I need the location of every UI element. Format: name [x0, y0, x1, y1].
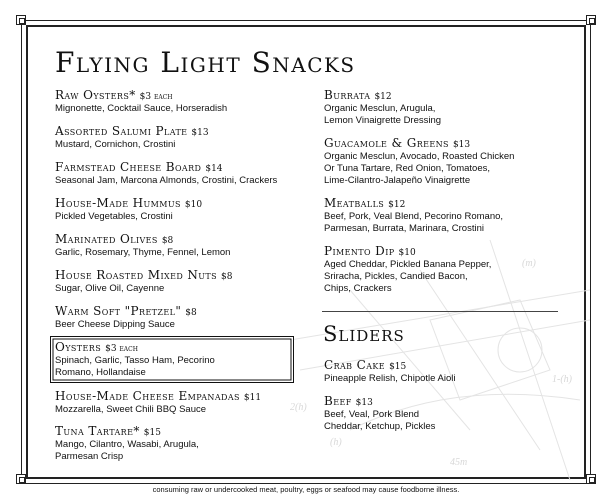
- sketch-label: (m): [522, 258, 536, 269]
- item-price: $10: [184, 200, 203, 210]
- item-description: Aged Cheddar, Pickled Banana Pepper,: [324, 259, 492, 270]
- corner-ornament-bottom-left: [16, 474, 26, 484]
- item-description: Pickled Vegetables, Crostini: [55, 211, 173, 222]
- item-name: Assorted Salumi Plate: [55, 124, 188, 138]
- item-price: $13: [452, 140, 471, 150]
- item-description: Romano, Hollandaise: [55, 367, 146, 378]
- item-price: $12: [374, 92, 392, 102]
- item-name: House Roasted Mixed Nuts: [55, 268, 218, 282]
- menu-title: Flying Light Snacks: [55, 46, 356, 79]
- menu-item: [324, 394, 435, 433]
- item-description: Or Tuna Tartare, Red Onion, Tomatoes,: [324, 163, 490, 174]
- sketch-label: 45m: [450, 457, 468, 468]
- item-price: $8: [185, 308, 197, 318]
- item-description: Beef, Pork, Veal Blend, Pecorino Romano,: [324, 211, 504, 222]
- item-name: Beef: [324, 394, 352, 408]
- menu-item: [55, 160, 277, 187]
- item-name: House-Made Hummus: [55, 196, 181, 210]
- item-price: $8: [161, 236, 174, 246]
- item-description: Mustard, Cornichon, Crostini: [55, 139, 176, 150]
- item-price: $8: [221, 272, 233, 282]
- menu-item: [324, 196, 503, 235]
- menu-item: [55, 424, 199, 463]
- menu-item: [55, 232, 230, 259]
- item-name: Marinated Olives: [55, 232, 158, 246]
- menu-item: [55, 389, 261, 416]
- item-price: $12: [388, 200, 406, 210]
- corner-ornament-top-left: [16, 15, 26, 25]
- item-name: Warm Soft "Pretzel": [55, 304, 182, 318]
- item-description: Organic Mesclun, Avocado, Roasted Chicken: [324, 151, 515, 162]
- item-price: $13: [355, 398, 373, 408]
- menu-item: [324, 88, 441, 127]
- item-description: Mozzarella, Sweet Chili BBQ Sauce: [55, 404, 207, 415]
- item-name: Guacamole & Greens: [324, 136, 449, 150]
- item-price: $13: [191, 128, 209, 138]
- item-name: Farmstead Cheese Board: [55, 160, 202, 174]
- item-description: Spinach, Garlic, Tasso Ham, Pecorino: [55, 355, 215, 366]
- item-price: $3 each: [139, 92, 173, 102]
- item-price: $15: [143, 428, 161, 438]
- section-divider: [322, 311, 558, 312]
- item-name: Meatballs: [324, 196, 385, 210]
- item-description: Garlic, Rosemary, Thyme, Fennel, Lemon: [55, 247, 231, 258]
- item-price: $15: [389, 362, 407, 372]
- item-description: Seasonal Jam, Marcona Almonds, Crostini, Crackers: [55, 175, 278, 186]
- item-name: Raw Oysters*: [55, 88, 136, 102]
- menu-item: [55, 88, 227, 115]
- item-price: $10: [398, 248, 416, 258]
- item-description: Pineapple Relish, Chipotle Aioli: [324, 373, 456, 384]
- item-price: $3 each: [105, 344, 138, 354]
- sketch-label: 2(h): [290, 402, 307, 413]
- corner-ornament-top-right: [586, 15, 596, 25]
- menu-item: [324, 136, 514, 187]
- item-price: $14: [205, 164, 223, 174]
- menu-item: [324, 244, 491, 295]
- item-name: Burrata: [324, 88, 371, 102]
- item-description: Mango, Cilantro, Wasabi, Arugula,: [55, 439, 199, 450]
- item-price: $11: [243, 393, 262, 403]
- menu-item: [55, 124, 209, 151]
- item-name: Oysters: [55, 340, 102, 354]
- item-name: Tuna Tartare*: [55, 424, 140, 438]
- item-name: Crab Cake: [324, 358, 386, 372]
- sketch-label: 1-(h): [552, 374, 572, 385]
- item-description: Beer Cheese Dipping Sauce: [55, 319, 175, 330]
- item-description: Chips, Crackers: [324, 283, 392, 294]
- item-description: Parmesan, Burrata, Marinara, Crostini: [324, 223, 484, 234]
- food-safety-disclaimer: consuming raw or undercooked meat, poultry, eggs or seafood may cause foodborne illness.: [152, 485, 460, 494]
- menu-item: [55, 268, 232, 295]
- item-description: Cheddar, Ketchup, Pickles: [324, 421, 436, 432]
- item-name: Pimento Dip: [324, 244, 395, 258]
- item-description: Lemon Vinaigrette Dressing: [324, 115, 442, 126]
- item-description: Lime-Cilantro-Jalapeño Vinaigrette: [324, 175, 471, 186]
- menu-item: [55, 196, 202, 223]
- item-description: Beef, Veal, Pork Blend: [324, 409, 420, 420]
- menu-item: [55, 304, 197, 331]
- item-description: Sriracha, Pickles, Candied Bacon,: [324, 271, 468, 282]
- sliders-heading: Sliders: [323, 322, 405, 346]
- menu-item: [324, 358, 456, 385]
- item-description: Organic Mesclun, Arugula,: [324, 103, 436, 114]
- item-name: House-Made Cheese Empanadas: [55, 389, 240, 403]
- featured-menu-item-box: [50, 336, 294, 383]
- item-description: Sugar, Olive Oil, Cayenne: [55, 283, 165, 294]
- item-description: Mignonette, Cocktail Sauce, Horseradish: [55, 103, 228, 114]
- item-description: Parmesan Crisp: [55, 451, 124, 462]
- sketch-label: (h): [330, 437, 342, 448]
